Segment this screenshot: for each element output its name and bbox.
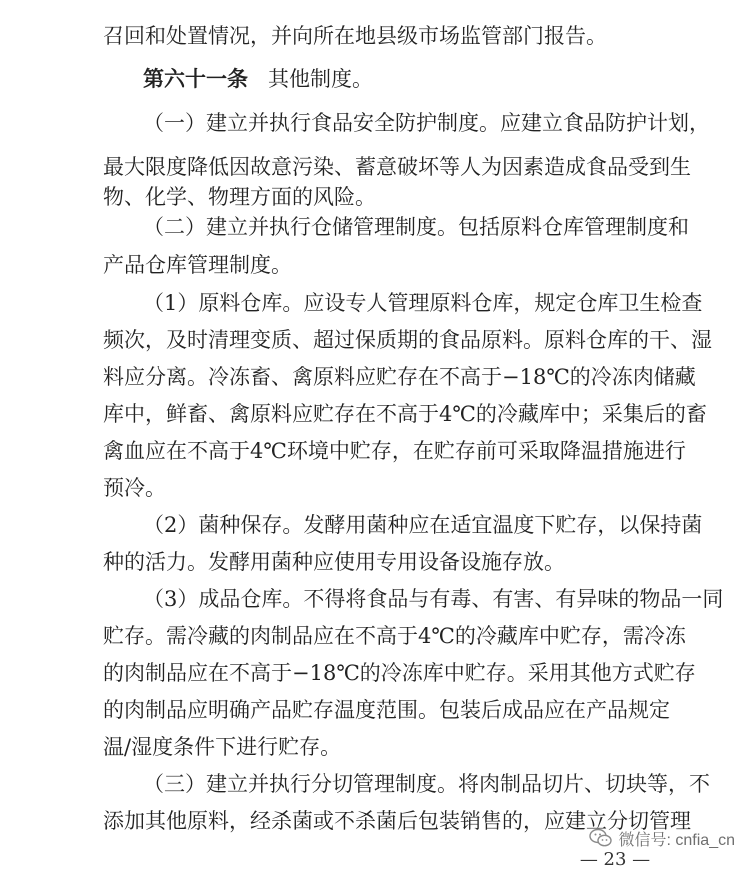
watermark-text: 微信号: cnfia_cn: [618, 831, 735, 849]
text-line: （一）建立并执行食品安全防护制度。应建立食品防护计划，: [143, 111, 710, 135]
text-line: （1）原料仓库。应设专人管理原料仓库，规定仓库卫生检查: [143, 291, 703, 315]
text-line: 种的活力。发酵用菌种应使用专用设备设施存放。: [103, 550, 565, 574]
article-number: 第六十一条: [143, 67, 248, 91]
text-line: 的肉制品应明确产品贮存温度范围。包装后成品应在产品规定: [103, 698, 670, 722]
text-line: 物、化学、物理方面的风险。: [103, 185, 376, 209]
text-line: 禽血应在不高于4℃环境中贮存，在贮存前可采取降温措施进行: [103, 439, 686, 463]
text-line: 召回和处置情况，并向所在地县级市场监管部门报告。: [103, 24, 607, 48]
article-heading: [143, 61, 663, 97]
text-line: 预冷。: [103, 476, 166, 500]
text-line: （二）建立并执行仓储管理制度。包括原料仓库管理制度和: [143, 215, 689, 239]
text-line: （三）建立并执行分切管理制度。将肉制品切片、切块等，不: [143, 772, 710, 796]
text-line: 频次，及时清理变质、超过保质期的食品原料。原料仓库的干、湿: [103, 328, 712, 352]
page-number: — 23 —: [579, 849, 651, 870]
wechat-icon: [589, 828, 613, 848]
text-line: 库中，鲜畜、禽原料应贮存在不高于4℃的冷藏库中；采集后的畜: [103, 402, 707, 426]
text-line: 产品仓库管理制度。: [103, 253, 292, 277]
text-line: 温/湿度条件下进行贮存。: [103, 735, 342, 759]
article-title: 其他制度。: [268, 67, 373, 91]
text-line: 的肉制品应在不高于−18℃的冷冻库中贮存。采用其他方式贮存: [103, 661, 696, 685]
text-line: 添加其他原料，经杀菌或不杀菌后包装销售的，应建立分切管理: [103, 809, 691, 833]
text-line: 最大限度降低因故意污染、蓄意破坏等人为因素造成食品受到生: [103, 155, 691, 179]
text-line: 料应分离。冷冻畜、禽原料应贮存在不高于−18℃的冷冻肉储藏: [103, 365, 696, 389]
wechat-watermark: [589, 826, 736, 850]
text-line: （2）菌种保存。发酵用菌种应在适宜温度下贮存，以保持菌: [143, 513, 703, 537]
text-line: （3）成品仓库。不得将食品与有毒、有害、有异味的物品一同: [143, 587, 724, 611]
text-line: 贮存。需冷藏的肉制品应在不高于4℃的冷藏库中贮存，需冷冻: [103, 624, 686, 648]
